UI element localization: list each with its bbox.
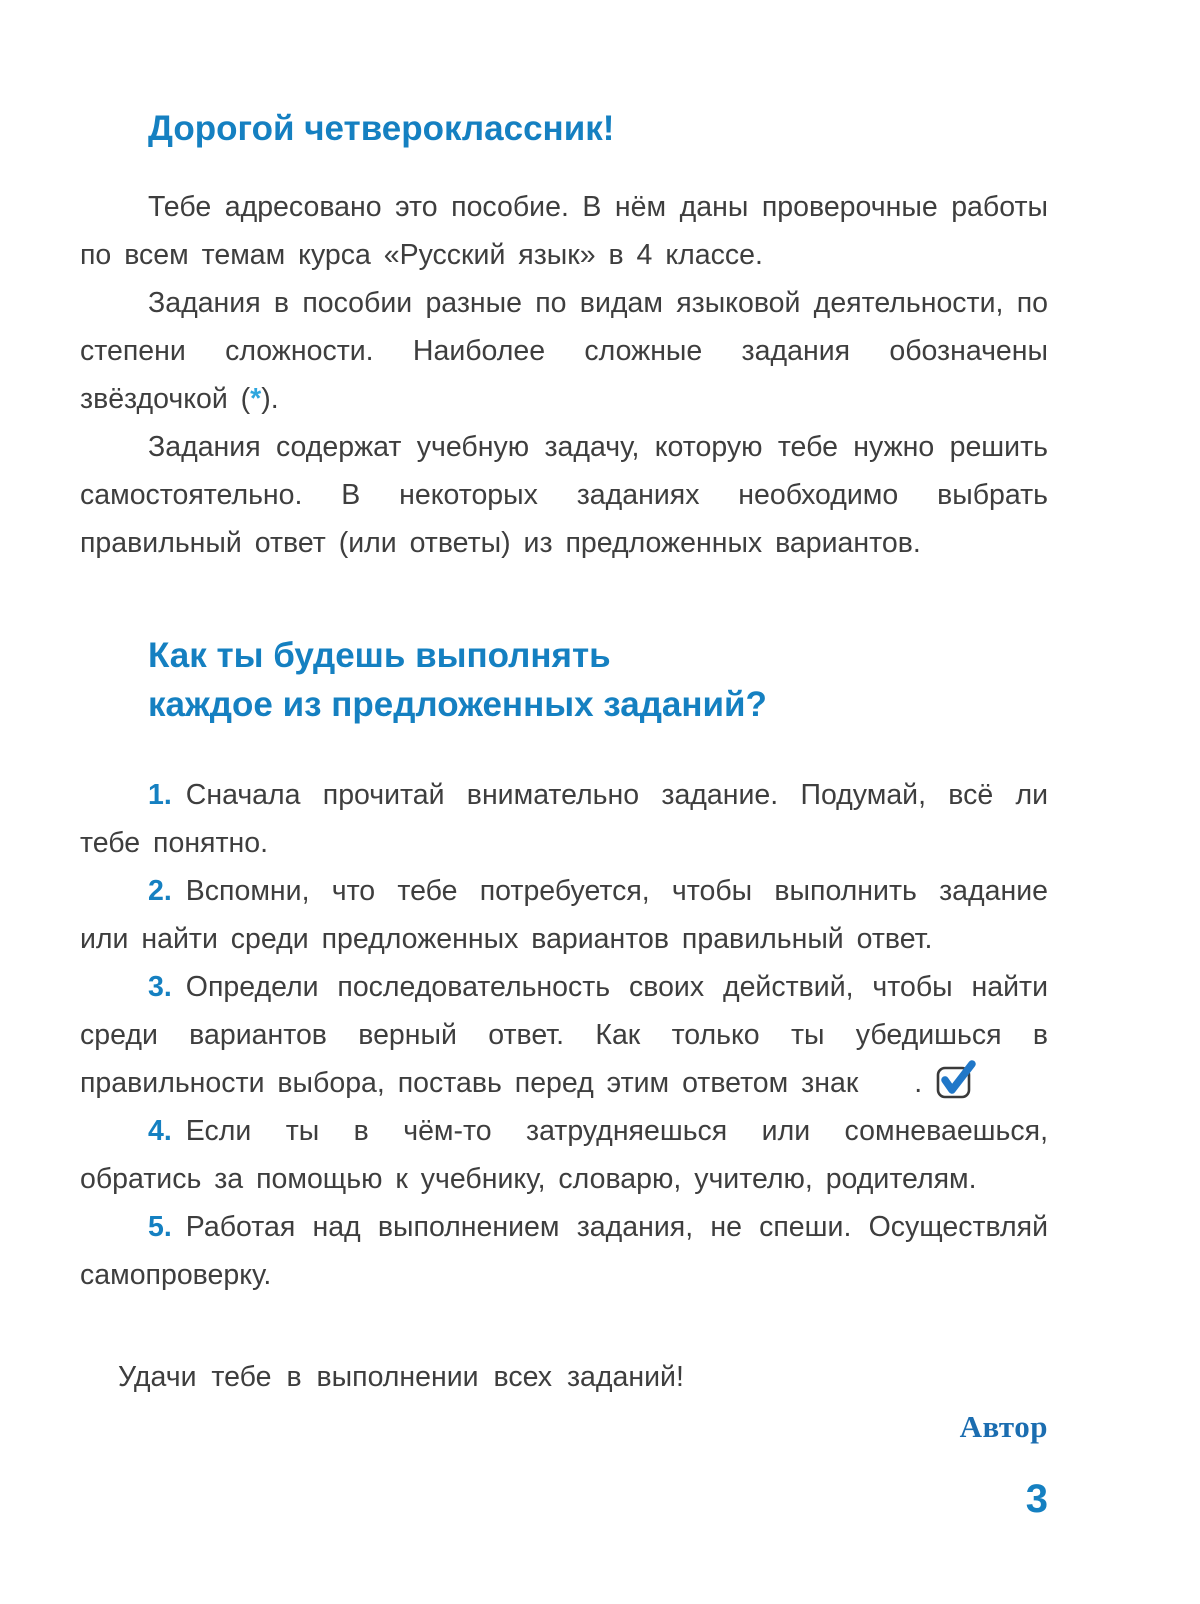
intro-paragraph-3-text: Задания содержат учебную задачу, которую тебе нужно решить самостоятельно. В некоторых заданиях необходимо выбрать правильный ответ (или ответы) из предложенных вариантов. <box>80 431 1048 559</box>
intro-paragraph-1 <box>80 183 1048 279</box>
howto-heading <box>148 631 1048 729</box>
intro-paragraph-1-text: Тебе адресовано это пособие. В нём даны проверочные работы по всем темам курса «Русский язык» в 4 классе. <box>80 191 1048 271</box>
author-signature: Автор <box>959 1409 1048 1444</box>
greeting-heading: Дорогой четвероклассник! <box>148 109 615 148</box>
howto-heading-line-2: каждое из предложенных заданий? <box>148 685 767 724</box>
step-item-5 <box>80 1203 1048 1299</box>
step-text-after: . <box>914 1067 923 1099</box>
asterisk-icon: * <box>250 383 262 415</box>
steps-list <box>80 771 1048 1299</box>
step-number: 4. <box>148 1115 172 1147</box>
step-text: Работая над выполнением задания, не спеши. Осуществляй самопроверку. <box>80 1211 1048 1291</box>
step-number: 3. <box>148 971 172 1003</box>
checkmark-icon <box>866 1059 912 1101</box>
intro-paragraph-2 <box>80 279 1048 423</box>
step-text: Если ты в чём-то затрудняешься или сомневаешься, обратись за помощью к учебнику, словарю, учителю, родителям. <box>80 1115 1048 1195</box>
step-item-3 <box>80 963 1048 1107</box>
step-number: 1. <box>148 779 172 811</box>
howto-heading-line-1: Как ты будешь выполнять <box>148 636 611 675</box>
step-item-1 <box>80 771 1048 867</box>
page-number: 3 <box>1025 1477 1048 1521</box>
step-number: 2. <box>148 875 172 907</box>
step-text: Определи последовательность своих действий, чтобы найти среди вариантов верный ответ. Как только ты убедишься в правильности выбора, поставь перед этим ответом знак <box>80 971 1048 1099</box>
closing-line: Удачи тебе в выполнении всех заданий! <box>118 1361 684 1393</box>
intro-paragraph-2-text-after: ). <box>261 383 279 415</box>
step-text: Вспомни, что тебе потребуется, чтобы выполнить задание или найти среди предложенных вариантов правильный ответ. <box>80 875 1048 955</box>
step-number: 5. <box>148 1211 172 1243</box>
step-item-2 <box>80 867 1048 963</box>
intro-paragraph-3 <box>80 423 1048 567</box>
step-item-4 <box>80 1107 1048 1203</box>
intro-paragraph-2-text-before: Задания в пособии разные по видам языковой деятельности, по степени сложности. Наиболее сложные задания обозначены звёздочкой ( <box>80 287 1048 415</box>
step-text: Сначала прочитай внимательно задание. Подумай, всё ли тебе понятно. <box>80 779 1048 859</box>
